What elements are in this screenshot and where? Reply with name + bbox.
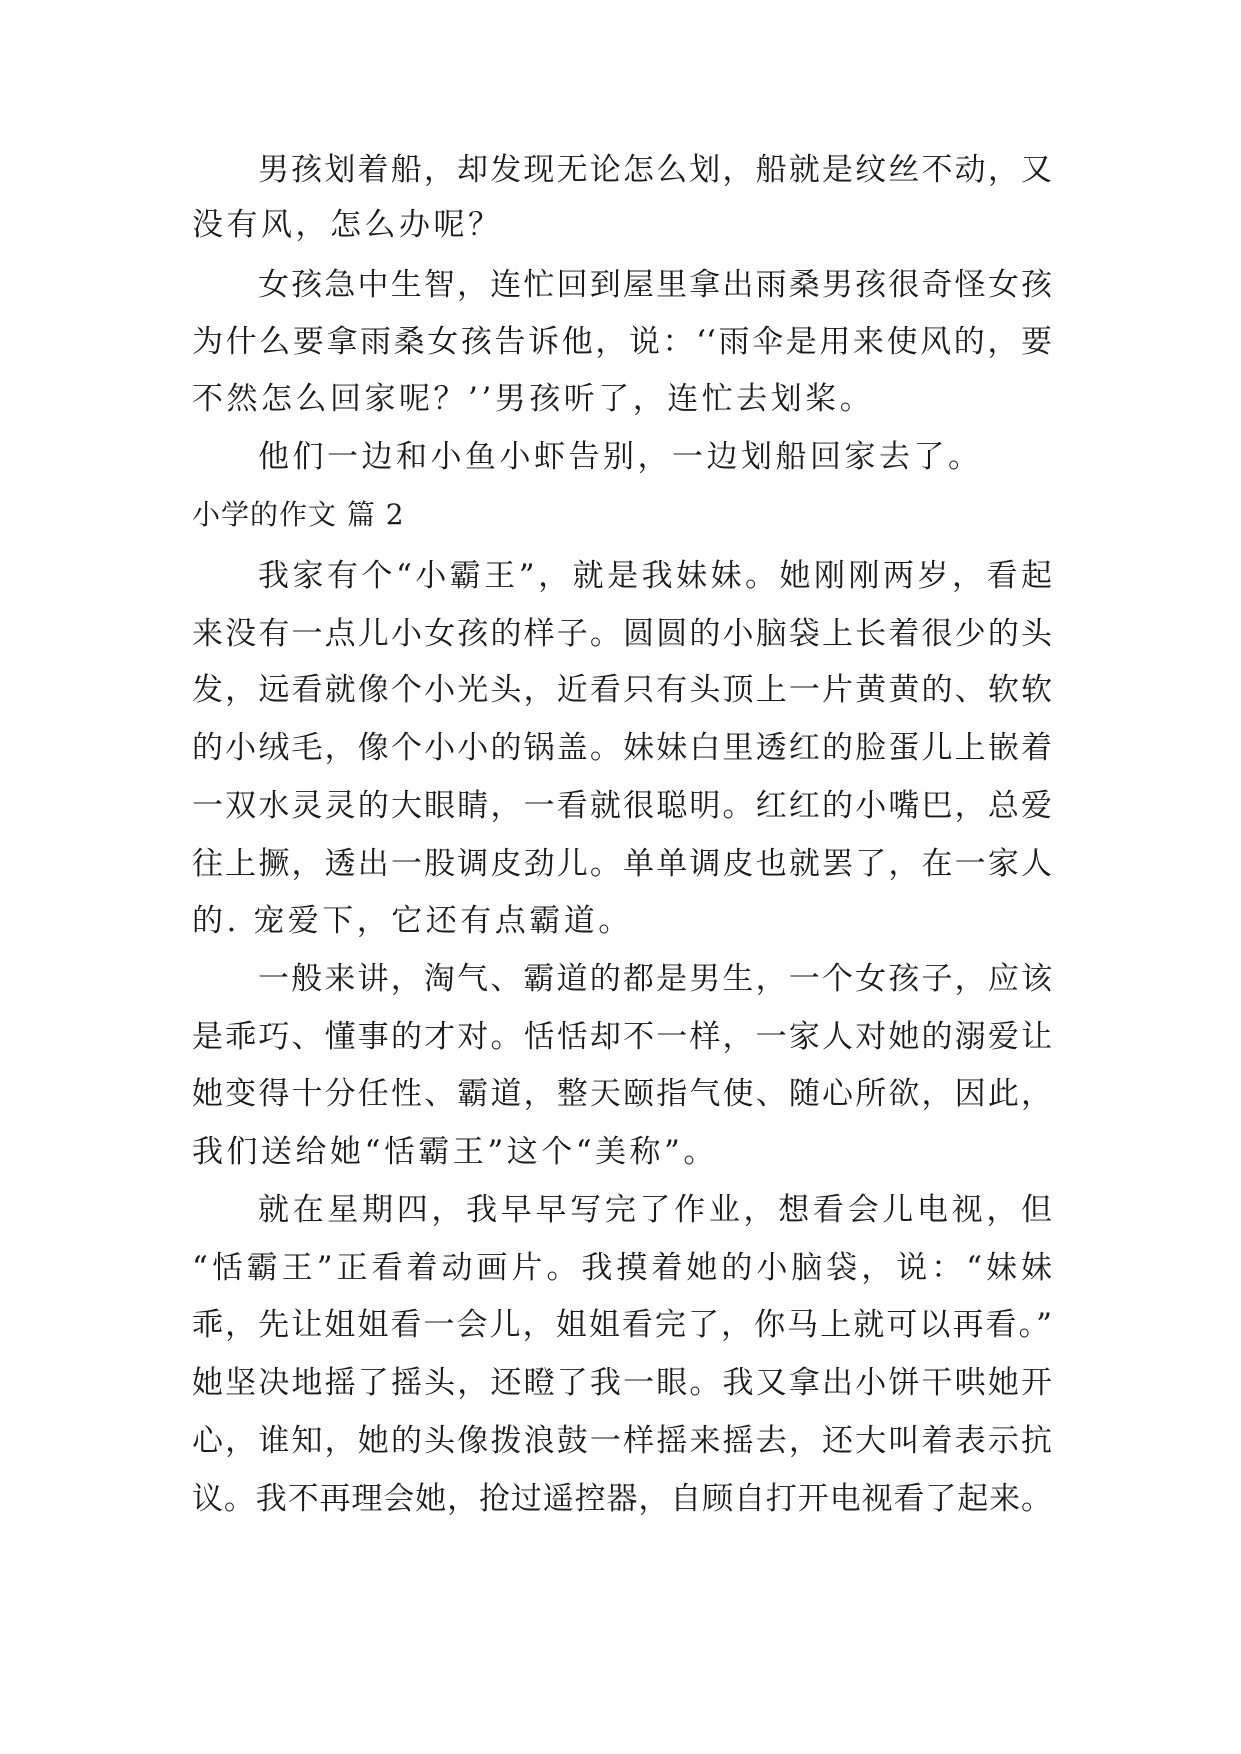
text-line: 乖，先让姐姐看一会儿，姐姐看完了，你马上就可以再看。” bbox=[192, 1307, 1052, 1343]
text-line: “恬霸王”正看着动画片。我摸着她的小脑袋，说：“妹妹 bbox=[192, 1250, 1052, 1286]
section-heading: 小学的作文 篇 2 bbox=[192, 498, 405, 531]
text-line: 不然怎么回家呢？’’男孩听了，连忙去划桨。 bbox=[192, 381, 875, 417]
text-line: 女孩急中生智，连忙回到屋里拿出雨桑男孩很奇怪女孩 bbox=[258, 267, 1052, 303]
text-line: 他们一边和小鱼小虾告别，一边划船回家去了。 bbox=[258, 439, 983, 475]
text-line: 往上撅，透出一股调皮劲儿。单单调皮也就罢了，在一家人 bbox=[192, 846, 1052, 882]
text-line: 我家有个“小霸王”，就是我妹妹。她刚刚两岁，看起 bbox=[258, 558, 1052, 594]
text-line: 就在星期四，我早早写完了作业，想看会儿电视，但 bbox=[258, 1192, 1052, 1228]
text-line: 心，谁知，她的头像拨浪鼓一样摇来摇去，还大叫着表示抗 bbox=[192, 1423, 1052, 1459]
text-line: 是乖巧、懂事的才对。恬恬却不一样，一家人对她的溺爱让 bbox=[192, 1019, 1052, 1055]
text-line: 的小绒毛，像个小小的锅盖。妹妹白里透红的脸蛋儿上嵌着 bbox=[192, 730, 1052, 766]
text-line: 男孩划着船，却发现无论怎么划，船就是纹丝不动，又 bbox=[258, 152, 1052, 188]
text-line: 没有风，怎么办呢？ bbox=[192, 207, 503, 243]
text-line: 我们送给她“恬霸王”这个“美称”。 bbox=[192, 1134, 718, 1170]
text-line: 来没有一点儿小女孩的样子。圆圆的小脑袋上长着很少的头 bbox=[192, 616, 1052, 652]
text-line: 为什么要拿雨桑女孩告诉他，说：‘‘雨伞是用来使风的，要 bbox=[192, 324, 1052, 360]
text-line: 一双水灵灵的大眼睛，一看就很聪明。红红的小嘴巴，总爱 bbox=[192, 788, 1052, 824]
text-line: 议。我不再理会她，抢过遥控器，自顾自打开电视看了起来。 bbox=[192, 1481, 1052, 1517]
text-line: 发，远看就像个小光头，近看只有头顶上一片黄黄的、软软 bbox=[192, 672, 1052, 708]
text-line: 她变得十分任性、霸道，整天颐指气使、随心所欲，因此， bbox=[192, 1076, 1052, 1112]
text-line: 的. 宠爱下，它还有点霸道。 bbox=[192, 903, 633, 939]
text-line: 她坚决地摇了摇头，还瞪了我一眼。我又拿出小饼干哄她开 bbox=[192, 1365, 1052, 1401]
text-line: 一般来讲，淘气、霸道的都是男生，一个女孩子，应该 bbox=[258, 961, 1052, 997]
